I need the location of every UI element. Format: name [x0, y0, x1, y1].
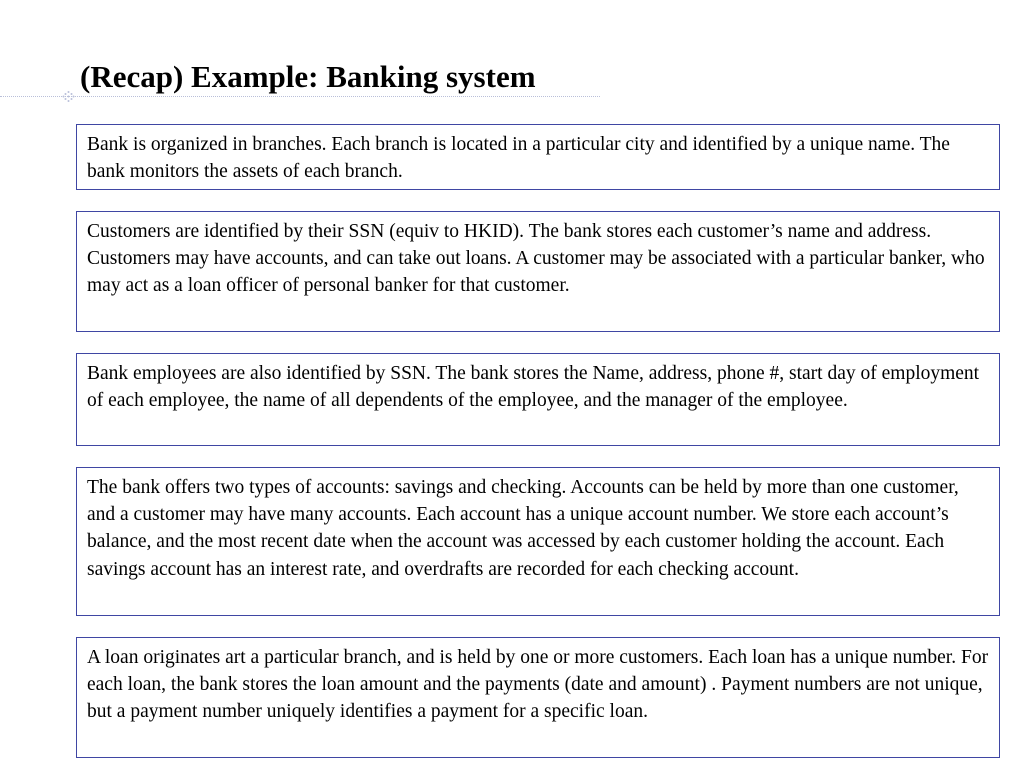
account-description-text: The bank offers two types of accounts: savings and checking. Accounts can be held by more than one customer, and a customer may have many accounts. Each account has a unique account number. We store each account’s balance, and the most recent date when the account was accessed by each customer holding the account. Each savings account has an interest rate, and overdrafts are recorded for each checking account.	[87, 477, 959, 580]
loan-description-box	[76, 637, 1000, 758]
branch-description-text: Bank is organized in branches. Each branch is located in a particular city and identified by a unique name. The bank monitors the assets of each branch.	[87, 134, 950, 183]
title-rule	[0, 96, 600, 97]
employee-description-text: Bank employees are also identified by SSN. The bank stores the Name, address, phone #, start day of employment of each employee, the name of all dependents of the employee, and the manager of the employee.	[87, 363, 980, 412]
slide-title: (Recap) Example: Banking system	[80, 59, 536, 94]
dotted-bullet-icon	[62, 90, 75, 103]
branch-description-box	[76, 124, 1000, 190]
loan-description-text: A loan originates art a particular branch, and is held by one or more customers. Each loan has a unique number. For each loan, the bank stores the loan amount and the payments (date and amount) . Payment numbers are not unique, but a payment number uniquely identifies a payment for a specific loan.	[87, 647, 989, 723]
account-description-box	[76, 467, 1000, 616]
customer-description-box	[76, 211, 1000, 332]
customer-description-text: Customers are identified by their SSN (equiv to HKID). The bank stores each customer’s name and address. Customers may have accounts, and can take out loans. A customer may be associated with a particular banker, who may act as a loan officer of personal banker for that customer.	[87, 221, 985, 297]
employee-description-box	[76, 353, 1000, 446]
